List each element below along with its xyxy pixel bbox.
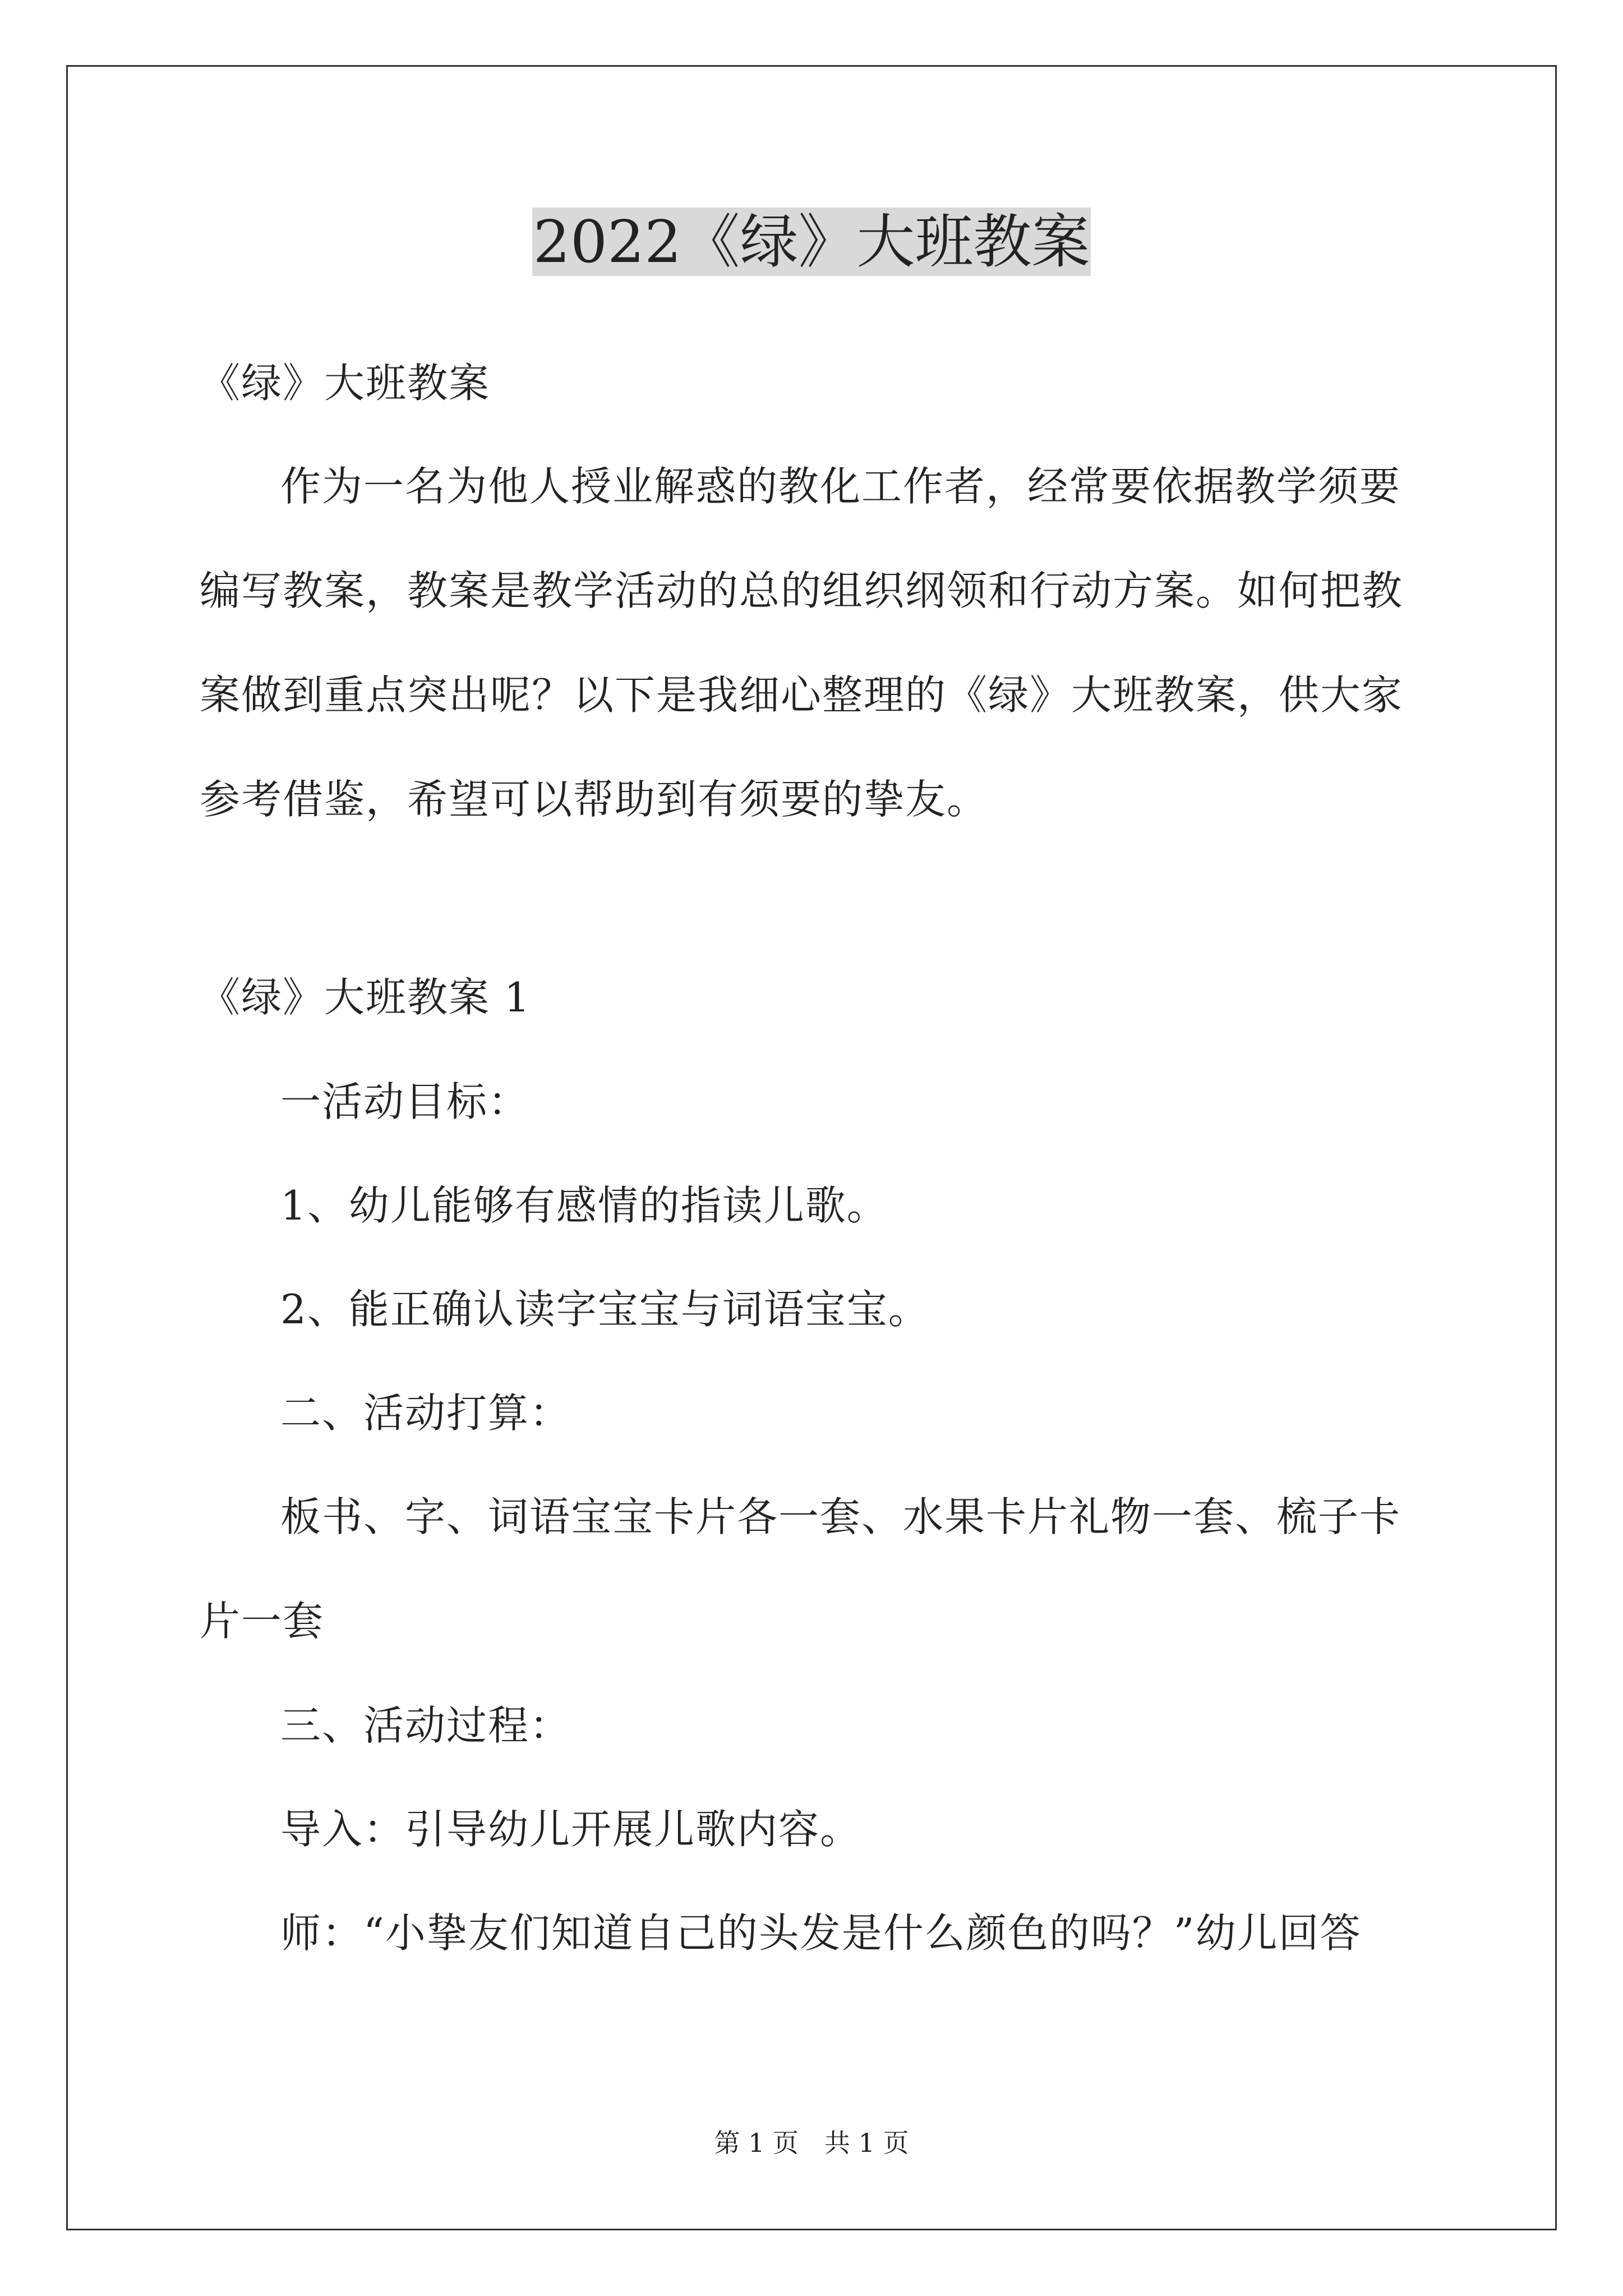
page-footer: 第 1 页 共 1 页 [714,2128,909,2158]
preparation-paragraph: 板书、字、词语宝宝卡片各一套、水果卡片礼物一套、梳子卡片一套 [200,1493,1401,1645]
subtitle-paragraph: 《绿》大班教案 [200,360,491,407]
activity-goals-heading: 一活动目标： [280,1078,530,1125]
activity-preparation-heading: 二、活动打算： [280,1389,571,1437]
document-title-text: 2022《绿》大班教案 [533,208,1090,276]
intro-paragraph: 作为一名为他人授业解惑的教化工作者，经常要依据教学须要编写教案，教案是教学活动的总的组织纲领和行动方案。如何把教案做到重点突出呢？以下是我细心整理的《绿》大班教案，供大家参考借鉴，希望可以帮助到有须要的挚友。 [200,463,1404,823]
activity-process-heading: 三、活动过程： [280,1702,571,1749]
teacher-dialogue-paragraph: 师：“小挚友们知道自己的头发是什么颜色的吗？”幼儿回答 [280,1910,1362,1957]
goal-item-2: 2、能正确认读字宝宝与词语宝宝。 [280,1286,930,1333]
goal-item-1: 1、幼儿能够有感情的指读儿歌。 [280,1182,888,1229]
document-title [0,200,1623,284]
introduction-paragraph: 导入：引导幼儿开展儿歌内容。 [280,1806,862,1853]
section-heading: 《绿》大班教案 1 [200,974,531,1021]
